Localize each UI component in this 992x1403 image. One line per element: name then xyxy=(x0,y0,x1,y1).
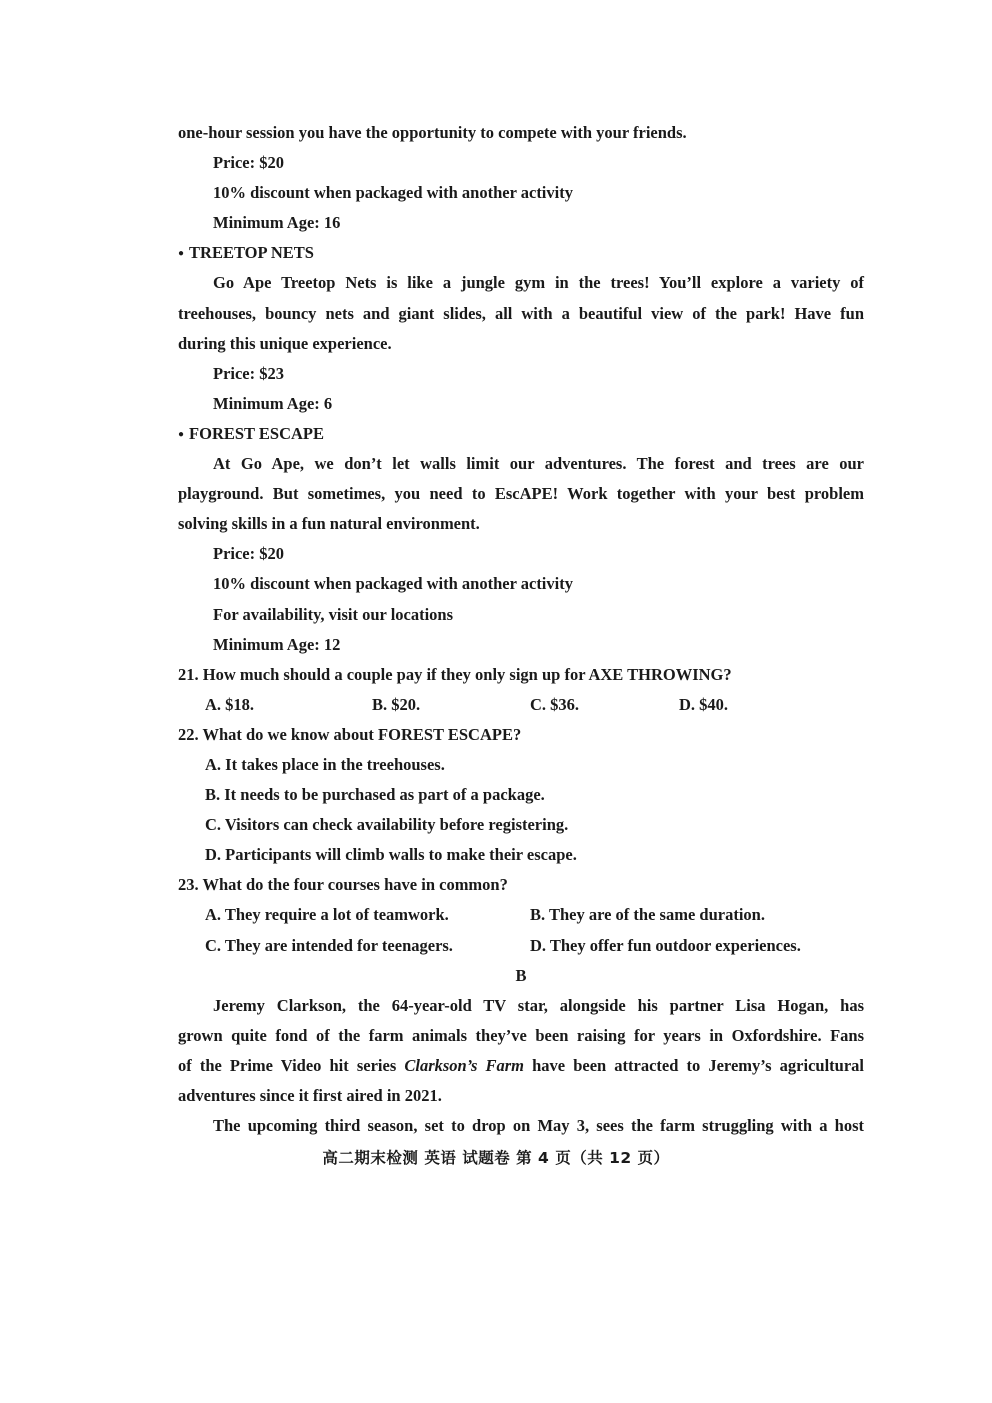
forest-heading xyxy=(178,419,864,449)
forest-discount: 10% discount when packaged with another activity xyxy=(213,574,573,594)
treetop-heading xyxy=(178,238,864,268)
axe-price: Price: $20 xyxy=(213,153,285,173)
question-23-options-row-2 xyxy=(178,931,864,961)
forest-availability: For availability, visit our locations xyxy=(213,604,454,624)
forest-price: Price: $20 xyxy=(213,544,285,564)
question-21-option-d: D. $40. xyxy=(679,694,729,714)
question-22-option-d: D. Participants will climb walls to make their escape. xyxy=(205,845,577,865)
question-21-option-c: C. $36. xyxy=(530,694,580,714)
treetop-price: Price: $23 xyxy=(213,363,285,383)
axe-discount: 10% discount when packaged with another activity xyxy=(213,183,573,203)
series-title: Clarkson’s Farm xyxy=(404,1055,525,1075)
section-b-p1-line-1: Jeremy Clarkson, the 64-year-old TV star, alongside his partner Lisa Hogan, has xyxy=(213,995,864,1015)
axe-min-age: Minimum Age: 16 xyxy=(213,213,341,233)
exam-page-content xyxy=(178,118,864,1141)
treetop-desc-line-3: during this unique experience. xyxy=(178,333,392,353)
section-b-label: B xyxy=(515,965,527,985)
question-23-option-a: A. They require a lot of teamwork. xyxy=(205,905,449,925)
page-footer: 高二期末检测 英语 试题卷 第 4 页（共 12 页） xyxy=(322,1149,670,1167)
forest-desc-line-1: At Go Ape, we don’t let walls limit our adventures. The forest and trees are our xyxy=(213,454,864,474)
treetop-desc-line-2: treehouses, bouncy nets and giant slides, all with a beautiful view of the park! Have fun xyxy=(178,303,864,323)
forest-desc-line-2: playground. But sometimes, you need to EscAPE! Work together with your best problem xyxy=(178,484,864,504)
question-21-stem: 21. How much should a couple pay if they only sign up for AXE THROWING? xyxy=(178,664,732,684)
section-b-p2-line-1: The upcoming third season, set to drop on May 3, sees the farm struggling with a host xyxy=(213,1116,864,1136)
question-23-stem: 23. What do the four courses have in common? xyxy=(178,875,508,895)
question-21-options xyxy=(178,690,864,720)
intro-line: one-hour session you have the opportunity to compete with your friends. xyxy=(178,123,687,142)
question-22-option-a: A. It takes place in the treehouses. xyxy=(205,754,445,774)
question-21-option-a: A. $18. xyxy=(205,694,255,714)
question-23-option-c: C. They are intended for teenagers. xyxy=(205,935,453,955)
question-22-stem: 22. What do we know about FOREST ESCAPE? xyxy=(178,724,522,744)
question-21-option-b: B. $20. xyxy=(372,694,421,714)
section-b-p1-line-4: adventures since it first aired in 2021. xyxy=(178,1086,442,1105)
section-b-p1-line-3 xyxy=(178,1051,864,1081)
forest-heading-text: FOREST ESCAPE xyxy=(189,423,324,443)
treetop-min-age: Minimum Age: 6 xyxy=(213,393,333,413)
forest-desc-line-3: solving skills in a fun natural environment. xyxy=(178,514,480,534)
section-b-p1-line-2: grown quite fond of the farm animals they’ve been raising for years in Oxfordshire. Fans xyxy=(178,1025,864,1045)
section-b-p1-line-3-post: have been attracted to Jeremy’s agricultural xyxy=(524,1055,864,1075)
question-23-options-row-1 xyxy=(178,900,864,930)
section-b-p1-line-3-pre: of the Prime Video hit series xyxy=(178,1055,405,1075)
question-22-option-b: B. It needs to be purchased as part of a package. xyxy=(205,785,545,805)
question-22-option-c: C. Visitors can check availability before registering. xyxy=(205,815,569,835)
question-23-option-b: B. They are of the same duration. xyxy=(530,905,765,925)
forest-min-age: Minimum Age: 12 xyxy=(213,634,341,654)
treetop-heading-text: TREETOP NETS xyxy=(189,243,314,263)
treetop-desc-line-1: Go Ape Treetop Nets is like a jungle gym in the trees! You’ll explore a variety of xyxy=(213,273,864,293)
question-23-option-d: D. They offer fun outdoor experiences. xyxy=(530,935,801,955)
